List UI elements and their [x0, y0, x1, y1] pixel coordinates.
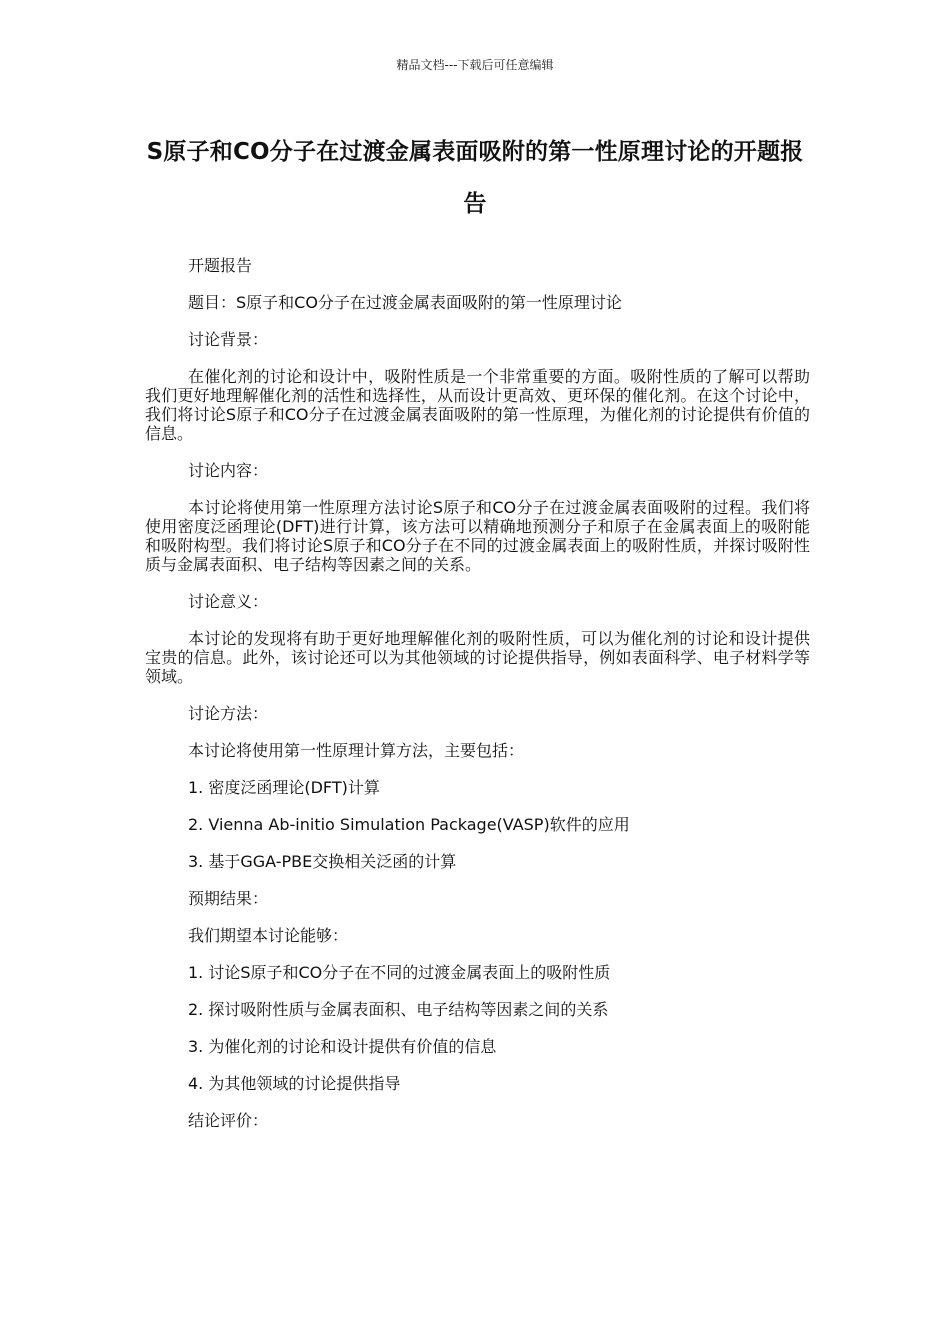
section-label-report: 开题报告 — [188, 256, 253, 275]
heading-expected-results: 预期结果： — [188, 889, 269, 908]
expected-intro: 我们期望本讨论能够： — [188, 926, 349, 945]
content-paragraph: 本讨论将使用第一性原理方法讨论S原子和CO分子在过渡金属表面吸附的过程。我们将使用密度泛函理论(DFT)进行计算，该方法可以精确地预测分子和原子在金属表面上的吸附能和吸附构型。我们将讨论S原子和CO分子在不同的过渡金属表面上的吸附性质，并探讨吸附性质与金属表面积、电子结构等因素之间的关系。 — [145, 498, 810, 574]
expected-item-4: 4. 为其他领域的讨论提供指导 — [188, 1074, 401, 1093]
significance-paragraph: 本讨论的发现将有助于更好地理解催化剂的吸附性质，可以为催化剂的讨论和设计提供宝贵的信息。此外，该讨论还可以为其他领域的讨论提供指导，例如表面科学、电子材料学等领域。 — [145, 629, 810, 686]
page-header: 精品文档---下载后可任意编辑 — [396, 58, 554, 72]
document-title: S原子和CO分子在过渡金属表面吸附的第一性原理讨论的开题报告 — [146, 139, 804, 217]
heading-conclusion: 结论评价： — [188, 1111, 269, 1130]
background-paragraph: 在催化剂的讨论和设计中，吸附性质是一个非常重要的方面。吸附性质的了解可以帮助我们更好地理解催化剂的活性和选择性，从而设计更高效、更环保的催化剂。在这个讨论中，我们将讨论S原子和CO分子在过渡金属表面吸附的第一性原理，为催化剂的讨论提供有价值的信息。 — [145, 367, 810, 443]
expected-item-3: 3. 为催化剂的讨论和设计提供有价值的信息 — [188, 1037, 497, 1056]
expected-item-1: 1. 讨论S原子和CO分子在不同的过渡金属表面上的吸附性质 — [188, 963, 611, 982]
heading-content: 讨论内容： — [188, 461, 269, 480]
methods-item-3: 3. 基于GGA-PBE交换相关泛函的计算 — [188, 852, 457, 871]
methods-item-1: 1. 密度泛函理论(DFT)计算 — [188, 778, 380, 797]
methods-intro: 本讨论将使用第一性原理计算方法，主要包括： — [188, 741, 525, 760]
heading-background: 讨论背景： — [188, 330, 269, 349]
document-body — [145, 256, 810, 1148]
heading-significance: 讨论意义： — [188, 592, 269, 611]
heading-methods: 讨论方法： — [188, 704, 269, 723]
methods-item-2: 2. Vienna Ab-initio Simulation Package(VASP)软件的应用 — [188, 815, 630, 834]
expected-item-2: 2. 探讨吸附性质与金属表面积、电子结构等因素之间的关系 — [188, 1000, 609, 1019]
topic-line: 题目：S原子和CO分子在过渡金属表面吸附的第一性原理讨论 — [188, 293, 622, 312]
